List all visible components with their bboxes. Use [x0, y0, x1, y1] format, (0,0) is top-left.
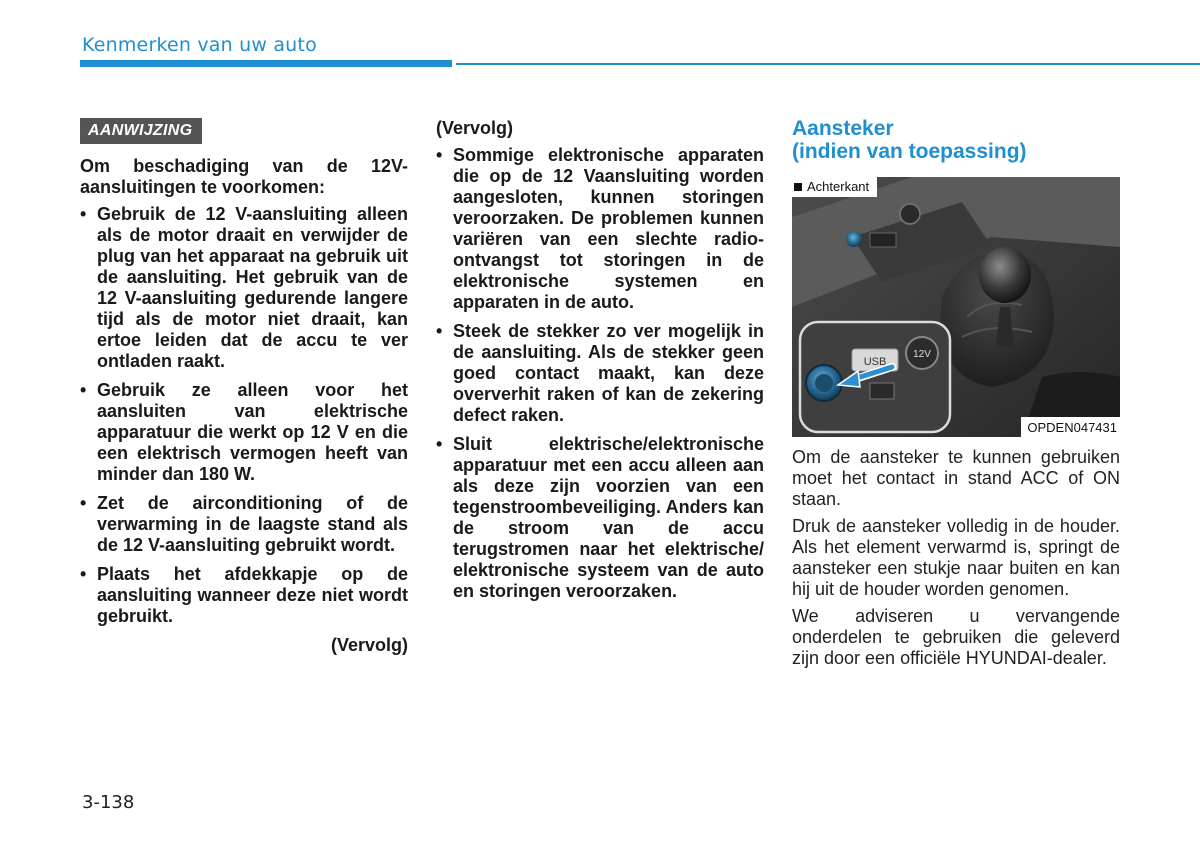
square-bullet-icon	[794, 183, 802, 191]
list-item	[436, 434, 764, 602]
list-item-text: Gebruik de 12 V-aansluiting alleen als de motor draait en verwijder de plug van het apparaat na gebruik uit de aansluiting. Het gebruik van de 12 V-aansluiting gedurende langere tijd als de motor niet draait, kan ertoe leiden dat de accu te ver ontladen raakt.	[97, 204, 408, 371]
figure-code: OPDEN047431	[1021, 417, 1120, 437]
background-shape	[846, 231, 862, 247]
background-shape	[900, 204, 920, 224]
notice-intro: Om beschadiging van de 12V-aansluitingen te voorkomen:	[80, 156, 408, 197]
lighter-text	[792, 447, 1120, 669]
background-shape	[870, 233, 896, 247]
notice-badge: AANWIJZING	[80, 118, 202, 144]
figure-caption: Achterkant	[792, 177, 877, 197]
list-item-text: Plaats het afdekkapje op de aansluiting wanneer deze niet wordt gebruikt.	[97, 564, 408, 626]
column-cigarette-lighter	[792, 117, 1120, 675]
list-item-text: Sommige elektronische apparaten die op de 12 Vaansluiting worden aangesloten, kunnen storingen veroorzaken. De problemen kunnen variëren van een slechte radio-ontvangst tot storingen in de elektronische systemen en apparaten in de auto.	[453, 145, 764, 312]
page-number: 3-138	[82, 792, 135, 813]
body-paragraph: We adviseren u vervangende onderdelen te gebruiken die geleverd zijn door een officiële HYUNDAI-dealer.	[792, 606, 1120, 668]
header-bar-thin	[456, 63, 1200, 65]
console-illustration	[792, 177, 1120, 437]
body-paragraph: Om de aansteker te kunnen gebruiken moet het contact in stand ACC of ON staan.	[792, 447, 1120, 509]
section-title	[792, 117, 1120, 163]
bullet-icon: •	[436, 321, 443, 341]
usb-label: USB	[863, 356, 887, 368]
continued-label: (Vervolg)	[436, 118, 514, 138]
bullet-icon: •	[80, 493, 87, 513]
bullet-icon: •	[80, 564, 87, 584]
list-item-text: Gebruik ze alleen voor het aansluiten van elektrische apparatuur die werkt op 12 V en die een elektrisch vermogen heeft van minder dan 180 W.	[97, 380, 408, 484]
continued-label: (Vervolg)	[330, 635, 408, 655]
list-item	[80, 204, 408, 372]
body-paragraph: Druk de aansteker volledig in de houder. Als het element verwarmd is, springt de aansteker een stukje naar buiten en kan hij uit de houder worden genomen.	[792, 516, 1120, 599]
lighter-figure	[792, 177, 1120, 437]
gear-knob-shape	[979, 247, 1031, 303]
list-item	[436, 145, 764, 313]
section-title-line: (indien van toepassing)	[792, 140, 1027, 163]
socket-12v-label: 12V	[913, 349, 931, 360]
header-title: Kenmerken van uw auto	[82, 34, 317, 56]
column-notice	[80, 118, 408, 656]
bullet-icon: •	[436, 145, 443, 165]
list-item	[436, 321, 764, 426]
bullet-icon: •	[80, 380, 87, 400]
column-notice-continued	[436, 118, 764, 610]
notice-bullet-list	[436, 145, 764, 602]
list-item-text: Sluit elektrische/elektronische apparatuur met een accu alleen aan als deze zijn voorzien van een tegenstroombeveiliging. Anders kan de stroom van de accu terugstromen naar het elektrische/ elektronische systeem van de auto en storingen veroorzaken.	[453, 434, 764, 601]
bullet-icon: •	[80, 204, 87, 224]
lighter-socket-shape	[815, 374, 833, 392]
list-item	[80, 564, 408, 627]
list-item	[80, 493, 408, 556]
bullet-icon: •	[436, 434, 443, 454]
list-item-text: Zet de airconditioning of de verwarming in de laagste stand als de 12 V-aansluiting gebruikt wordt.	[97, 493, 408, 555]
notice-bullet-list	[80, 204, 408, 627]
section-title-line: Aansteker	[792, 117, 894, 140]
list-item-text: Steek de stekker zo ver mogelijk in de aansluiting. Als de stekker geen goed contact maakt, kan deze oververhit raken of kan de zekering defect raken.	[453, 321, 764, 425]
list-item	[80, 380, 408, 485]
background-shape	[870, 383, 894, 399]
header-bar-thick	[80, 60, 452, 67]
